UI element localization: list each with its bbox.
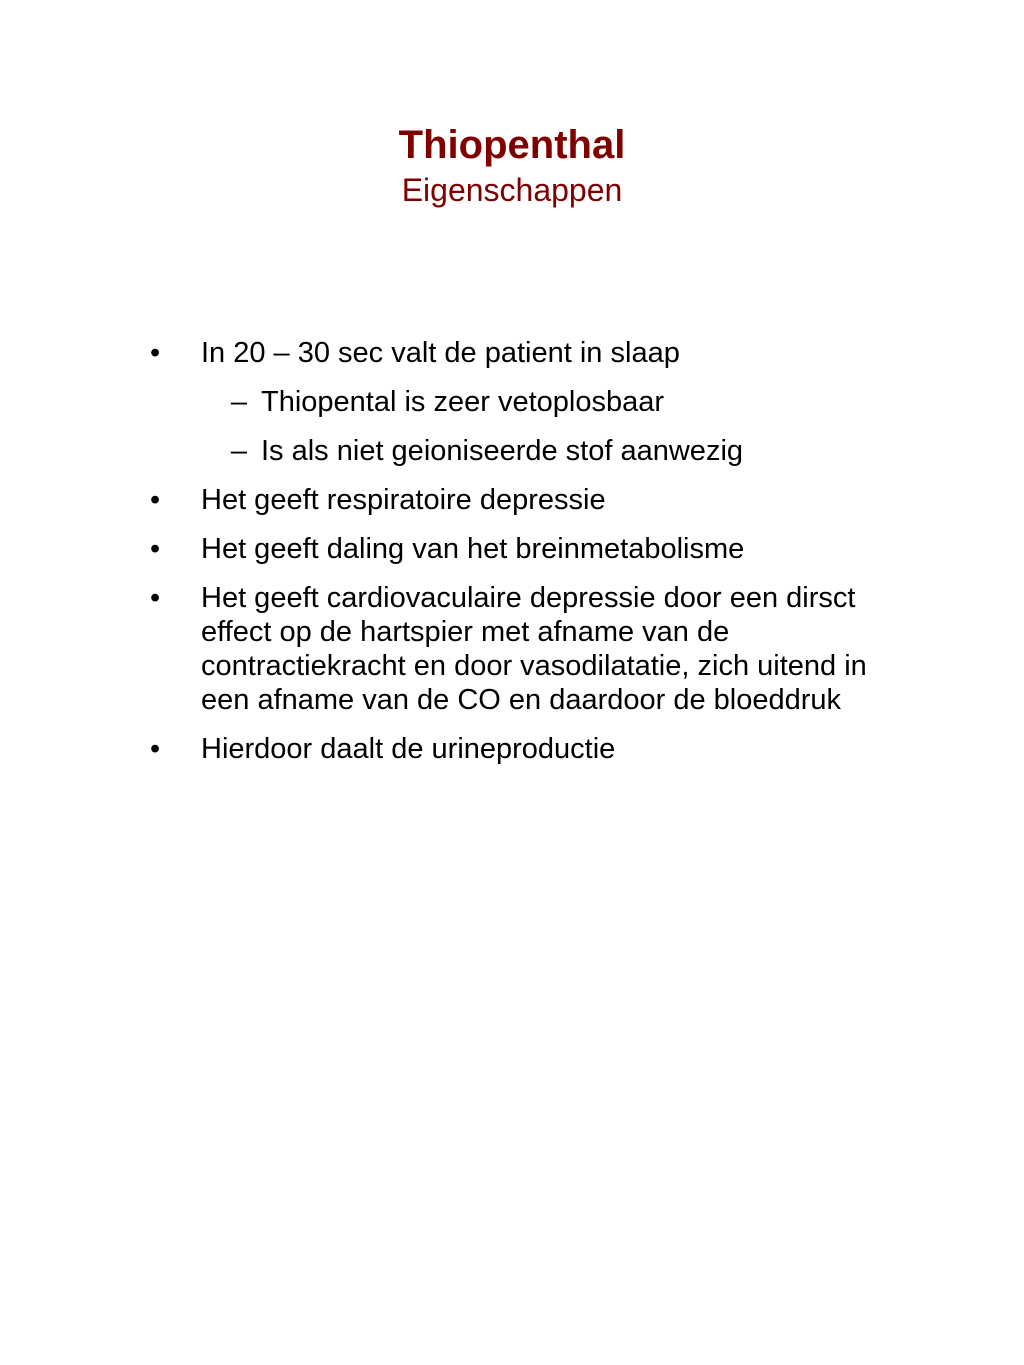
dash-icon: – [230,386,247,418]
sub-list-item-text: Thiopental is zeer vetoplosbaar [261,386,665,418]
list-item-text: Het geeft cardiovaculaire depressie door een dirsct effect op de hartspier met afname van de contractiekracht en door vasodilatatie, zich uitend in een afname van de CO en daardoor de bloeddruk [201,582,867,716]
sub-list-item-text: Is als niet geioniseerde stof aanwezig [261,435,744,467]
list-item [140,581,910,717]
list-item [140,483,910,517]
list-item-text: Het geeft respiratoire depressie [201,484,606,516]
slide-subtitle: Eigenschappen [401,172,623,208]
bullet-icon: • [150,582,161,614]
bullet-icon: • [150,484,161,516]
bullet-icon: • [150,337,161,369]
sub-list-item [140,385,910,419]
slide-title: Thiopenthal [398,123,626,167]
list-item-text: In 20 – 30 sec valt de patient in slaap [201,337,680,369]
bullet-icon: • [150,733,161,765]
sub-list-item [140,434,910,468]
list-item [140,732,910,766]
list-item [140,532,910,566]
bullet-list [140,336,910,781]
bullet-icon: • [150,533,161,565]
dash-icon: – [230,435,247,467]
list-item [140,336,910,468]
list-item-text: Hierdoor daalt de urineproductie [201,733,616,765]
title-block [0,120,1024,210]
list-item-text: Het geeft daling van het breinmetabolisme [201,533,745,565]
